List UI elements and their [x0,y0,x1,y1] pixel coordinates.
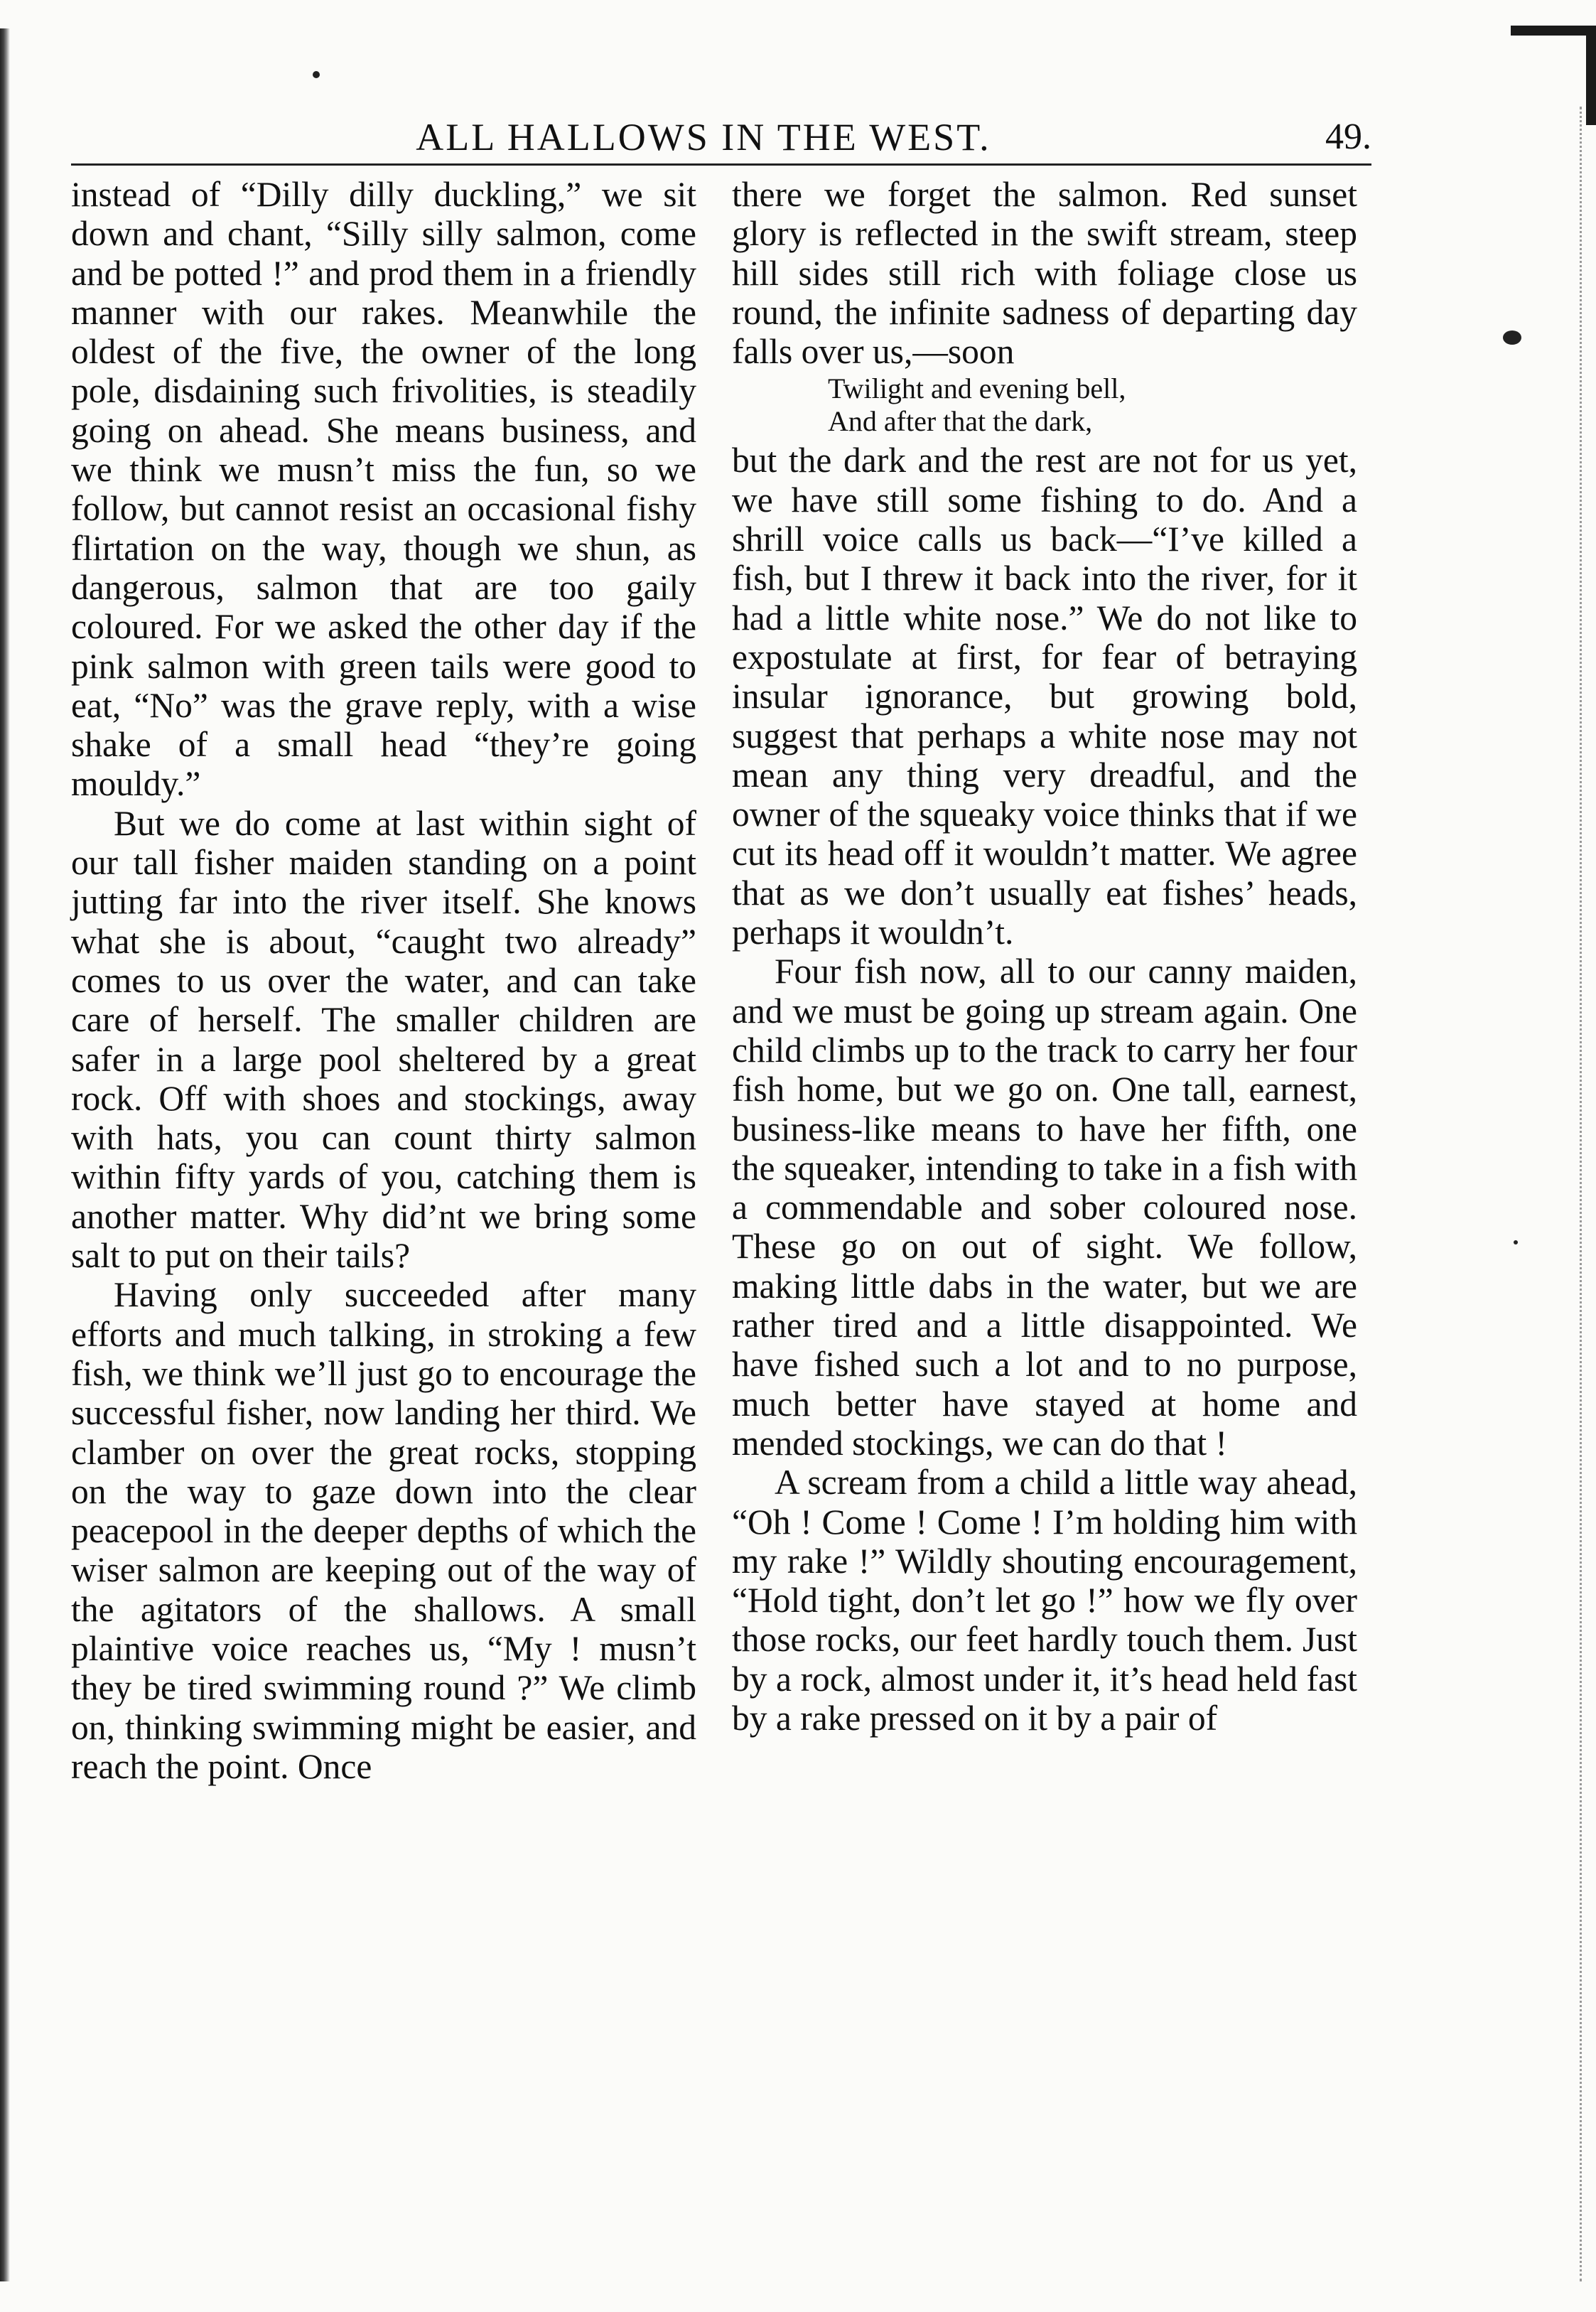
running-title: ALL HALLOWS IN THE WEST. [416,116,991,158]
verse-line: And after that the dark, [828,405,1093,438]
scan-edge-mark [1511,26,1596,36]
ink-speck [1503,330,1521,345]
left-column [71,175,696,1786]
scan-edge-right [1580,107,1586,2281]
scan-edge-left [0,28,10,2281]
verse-quotation [732,372,1357,438]
paragraph: Having only succeeded after many efforts and much talking, in stroking a few fish, we think we’ll just go to encourage the successful fisher, now landing her third. We clamber on over the great rocks, stopping on the way to gaze down into the clear peacepool in the deeper depths of which the wiser salmon are keeping out of the way of the agitators of the shallows. A small plaintive voice reaches us, “My ! musn’t they be tired swimming round ?” We climb on, thinking swimming might be easier, and reach the point. Once [71,1275,696,1786]
page-number: 49. [1325,117,1371,157]
ink-speck [313,71,320,78]
paragraph: there we forget the salmon. Red sunset glory is reflected in the swift stream, steep hill sides still rich with foliage close us round, the infinite sadness of departing day falls over us,—soon [732,175,1357,372]
scan-edge-mark [1586,26,1596,125]
ink-speck [1514,1240,1518,1244]
verse-line: Twilight and evening bell, [828,372,1126,405]
paragraph: instead of “Dilly dilly duckling,” we sit down and chant, “Silly silly salmon, come and be potted !” and prod them in a friendly manner with our rakes. Meanwhile the oldest of the five, the owner of the long pole, disdaining such frivolities, is steadily going on ahead. She means business, and we think we musn’t miss the fun, so we follow, but cannot resist an occasional fishy flirtation on the way, though we shun, as dangerous, salmon that are too gaily coloured. For we asked the other day if the pink salmon with green tails were good to eat, “No” was the grave reply, with a wise shake of a small head “they’re going mouldy.” [71,175,696,804]
paragraph: A scream from a child a little way ahead, “Oh ! Come ! Come ! I’m holding him with my rake !” Wildly shouting encouragement, “Hold tight, don’t let go !” how we fly over those rocks, our feet hardly touch them. Just by a rock, almost under it, it’s head held fast by a rake pressed on it by a pair of [732,1463,1357,1738]
paragraph: but the dark and the rest are not for us yet, we have still some fishing to do. And a shrill voice calls us back—“I’ve killed a fish, but I threw it back into the river, for it had a little white nose.” We do not like to expostulate at first, for fear of betraying insular ignorance, but growing bold, suggest that perhaps a white nose may not mean any thing very dreadful, and the owner of the squeaky voice thinks that if we cut its head off it wouldn’t matter. We agree that as we don’t usually eat fishes’ heads, perhaps it wouldn’t. [732,441,1357,952]
page-header [71,114,1371,166]
paragraph: But we do come at last within sight of our tall fisher maiden standing on a point jutting far into the river itself. She knows what she is about, “caught two already” comes to us over the water, and can take care of herself. The smaller children are safer in a large pool sheltered by a great rock. Off with shoes and stockings, away with hats, you can count thirty salmon within fifty yards of you, catching them is another matter. Why did’nt we bring some salt to put on their tails? [71,803,696,1276]
paragraph: Four fish now, all to our canny maiden, and we must be going up stream again. One child climbs up to the track to carry her four fish home, but we go on. One tall, earnest, business-like means to have her fifth, one the squeaker, intending to take in a fish with a commendable and sober coloured nose. These go on out of sight. We follow, making little dabs in the water, but we are rather tired and a little disappointed. We have fished such a lot and to no purpose, much better have stayed at home and mended stockings, we can do that ! [732,952,1357,1463]
right-column [732,175,1357,1738]
